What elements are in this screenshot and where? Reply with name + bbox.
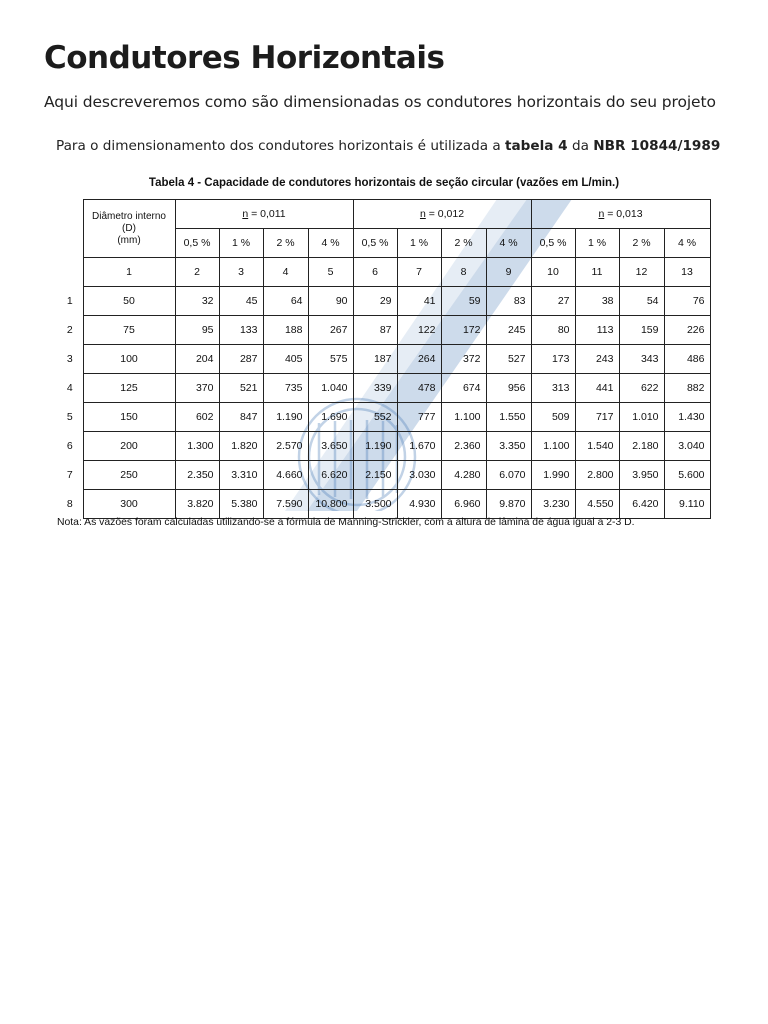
row-number: 5 [57, 403, 83, 432]
row-number: 7 [57, 461, 83, 490]
flow-value: 29 [353, 287, 397, 316]
intro-paragraph [56, 138, 720, 154]
flow-value: 10.800 [308, 490, 353, 519]
column-number: 1 [83, 258, 175, 287]
flow-value: 90 [308, 287, 353, 316]
column-number: 2 [175, 258, 219, 287]
diameter-header-line: (D) [122, 222, 136, 234]
flow-value: 1.100 [441, 403, 486, 432]
flow-value: 9.870 [486, 490, 531, 519]
intro-prefix: Para o dimensionamento dos condutores horizontais é utilizada a [56, 138, 505, 154]
flow-value: 343 [619, 345, 664, 374]
capacity-table [57, 199, 711, 519]
column-number: 10 [531, 258, 575, 287]
column-number: 3 [219, 258, 263, 287]
flow-value: 674 [441, 374, 486, 403]
column-number: 12 [619, 258, 664, 287]
slope-header: 4 % [664, 229, 710, 258]
column-number: 11 [575, 258, 619, 287]
flow-value: 3.030 [397, 461, 441, 490]
intro-middle: da [567, 138, 594, 154]
table-row [57, 287, 710, 316]
slope-header: 0,5 % [175, 229, 219, 258]
flow-value: 1.040 [308, 374, 353, 403]
flow-value: 735 [263, 374, 308, 403]
flow-value: 2.150 [353, 461, 397, 490]
flow-value: 3.230 [531, 490, 575, 519]
flow-value: 486 [664, 345, 710, 374]
n-value: = 0,012 [425, 208, 465, 220]
flow-value: 509 [531, 403, 575, 432]
n-group-header [531, 200, 710, 229]
flow-value: 54 [619, 287, 664, 316]
row-number: 6 [57, 432, 83, 461]
flow-value: 1.300 [175, 432, 219, 461]
flow-value: 87 [353, 316, 397, 345]
column-number: 13 [664, 258, 710, 287]
flow-value: 1.690 [308, 403, 353, 432]
column-number: 6 [353, 258, 397, 287]
flow-value: 717 [575, 403, 619, 432]
flow-value: 1.820 [219, 432, 263, 461]
row-number: 3 [57, 345, 83, 374]
slope-header: 0,5 % [353, 229, 397, 258]
table-row [57, 374, 710, 403]
slope-header: 1 % [575, 229, 619, 258]
table-caption: Tabela 4 - Capacidade de condutores horizontais de seção circular (vazões em L/min.) [148, 177, 620, 189]
table-row [57, 432, 710, 461]
flow-value: 133 [219, 316, 263, 345]
column-number: 4 [263, 258, 308, 287]
flow-value: 264 [397, 345, 441, 374]
flow-value: 1.670 [397, 432, 441, 461]
flow-value: 2.360 [441, 432, 486, 461]
n-symbol: n [419, 208, 426, 220]
page-title: Condutores Horizontais [44, 40, 445, 76]
slope-header: 1 % [219, 229, 263, 258]
slope-header: 2 % [619, 229, 664, 258]
flow-value: 6.420 [619, 490, 664, 519]
flow-value: 245 [486, 316, 531, 345]
flow-value: 173 [531, 345, 575, 374]
diameter-value: 200 [83, 432, 175, 461]
flow-value: 622 [619, 374, 664, 403]
flow-value: 3.650 [308, 432, 353, 461]
intro-standard: NBR 10844/1989 [593, 138, 721, 154]
flow-value: 1.190 [353, 432, 397, 461]
n-value: = 0,011 [248, 208, 286, 220]
flow-value: 45 [219, 287, 263, 316]
flow-value: 1.990 [531, 461, 575, 490]
flow-value: 267 [308, 316, 353, 345]
slope-header: 4 % [486, 229, 531, 258]
flow-value: 6.620 [308, 461, 353, 490]
flow-value: 1.540 [575, 432, 619, 461]
flow-value: 777 [397, 403, 441, 432]
flow-value: 521 [219, 374, 263, 403]
flow-value: 2.570 [263, 432, 308, 461]
table-header-row-n [57, 200, 710, 229]
flow-value: 6.070 [486, 461, 531, 490]
table-row [57, 345, 710, 374]
flow-value: 956 [486, 374, 531, 403]
flow-value: 3.040 [664, 432, 710, 461]
flow-value: 4.930 [397, 490, 441, 519]
flow-value: 4.550 [575, 490, 619, 519]
diameter-header-line: Diâmetro interno [92, 210, 166, 222]
flow-value: 80 [531, 316, 575, 345]
table-image [57, 199, 714, 511]
table-row [57, 316, 710, 345]
n-symbol: n [598, 208, 605, 220]
flow-value: 441 [575, 374, 619, 403]
flow-value: 527 [486, 345, 531, 374]
diameter-value: 250 [83, 461, 175, 490]
slope-header: 2 % [263, 229, 308, 258]
column-number: 7 [397, 258, 441, 287]
flow-value: 76 [664, 287, 710, 316]
flow-value: 226 [664, 316, 710, 345]
flow-value: 405 [263, 345, 308, 374]
flow-value: 83 [486, 287, 531, 316]
column-number: 9 [486, 258, 531, 287]
flow-value: 1.010 [619, 403, 664, 432]
flow-value: 159 [619, 316, 664, 345]
intro-table-ref: tabela 4 [505, 138, 568, 154]
row-number-header-blank [57, 200, 83, 287]
flow-value: 2.350 [175, 461, 219, 490]
flow-value: 187 [353, 345, 397, 374]
flow-value: 113 [575, 316, 619, 345]
slope-header: 1 % [397, 229, 441, 258]
slope-header: 2 % [441, 229, 486, 258]
flow-value: 32 [175, 287, 219, 316]
flow-value: 847 [219, 403, 263, 432]
flow-value: 370 [175, 374, 219, 403]
row-number: 8 [57, 490, 83, 519]
slope-header: 0,5 % [531, 229, 575, 258]
row-number: 4 [57, 374, 83, 403]
table-row [57, 461, 710, 490]
flow-value: 478 [397, 374, 441, 403]
n-value: = 0,013 [604, 208, 643, 220]
flow-value: 204 [175, 345, 219, 374]
flow-value: 172 [441, 316, 486, 345]
slope-header: 4 % [308, 229, 353, 258]
flow-value: 3.500 [353, 490, 397, 519]
table-row [57, 403, 710, 432]
diameter-value: 300 [83, 490, 175, 519]
flow-value: 2.180 [619, 432, 664, 461]
flow-value: 27 [531, 287, 575, 316]
flow-value: 4.660 [263, 461, 308, 490]
page-subtitle: Aqui descreveremos como são dimensionadas os condutores horizontais do seu projeto [44, 93, 716, 111]
column-number: 8 [441, 258, 486, 287]
flow-value: 882 [664, 374, 710, 403]
flow-value: 4.280 [441, 461, 486, 490]
flow-value: 188 [263, 316, 308, 345]
diameter-value: 150 [83, 403, 175, 432]
flow-value: 313 [531, 374, 575, 403]
n-symbol: n [242, 208, 249, 220]
flow-value: 122 [397, 316, 441, 345]
flow-value: 2.800 [575, 461, 619, 490]
column-number: 5 [308, 258, 353, 287]
table-note: Nota: As vazões foram calculadas utilizando-se a fórmula de Manning-Strickler, com a altura de lâmina de água igual a 2-3 D. [57, 517, 635, 528]
diameter-header-line: (mm) [117, 234, 141, 246]
flow-value: 38 [575, 287, 619, 316]
flow-value: 3.820 [175, 490, 219, 519]
flow-value: 64 [263, 287, 308, 316]
flow-value: 575 [308, 345, 353, 374]
diameter-value: 125 [83, 374, 175, 403]
flow-value: 339 [353, 374, 397, 403]
n-group-header [353, 200, 531, 229]
table-row [57, 490, 710, 519]
flow-value: 41 [397, 287, 441, 316]
diameter-value: 75 [83, 316, 175, 345]
flow-value: 3.310 [219, 461, 263, 490]
row-number: 1 [57, 287, 83, 316]
flow-value: 95 [175, 316, 219, 345]
flow-value: 9.110 [664, 490, 710, 519]
flow-value: 1.430 [664, 403, 710, 432]
n-group-header [175, 200, 353, 229]
diameter-value: 50 [83, 287, 175, 316]
flow-value: 3.350 [486, 432, 531, 461]
table-header-row-column-numbers [57, 258, 710, 287]
row-number: 2 [57, 316, 83, 345]
flow-value: 59 [441, 287, 486, 316]
flow-value: 1.100 [531, 432, 575, 461]
diameter-value: 100 [83, 345, 175, 374]
flow-value: 5.600 [664, 461, 710, 490]
flow-value: 602 [175, 403, 219, 432]
flow-value: 372 [441, 345, 486, 374]
diameter-header [83, 200, 175, 258]
flow-value: 5.380 [219, 490, 263, 519]
flow-value: 7.590 [263, 490, 308, 519]
flow-value: 243 [575, 345, 619, 374]
flow-value: 287 [219, 345, 263, 374]
flow-value: 6.960 [441, 490, 486, 519]
flow-value: 1.190 [263, 403, 308, 432]
flow-value: 1.550 [486, 403, 531, 432]
flow-value: 552 [353, 403, 397, 432]
flow-value: 3.950 [619, 461, 664, 490]
